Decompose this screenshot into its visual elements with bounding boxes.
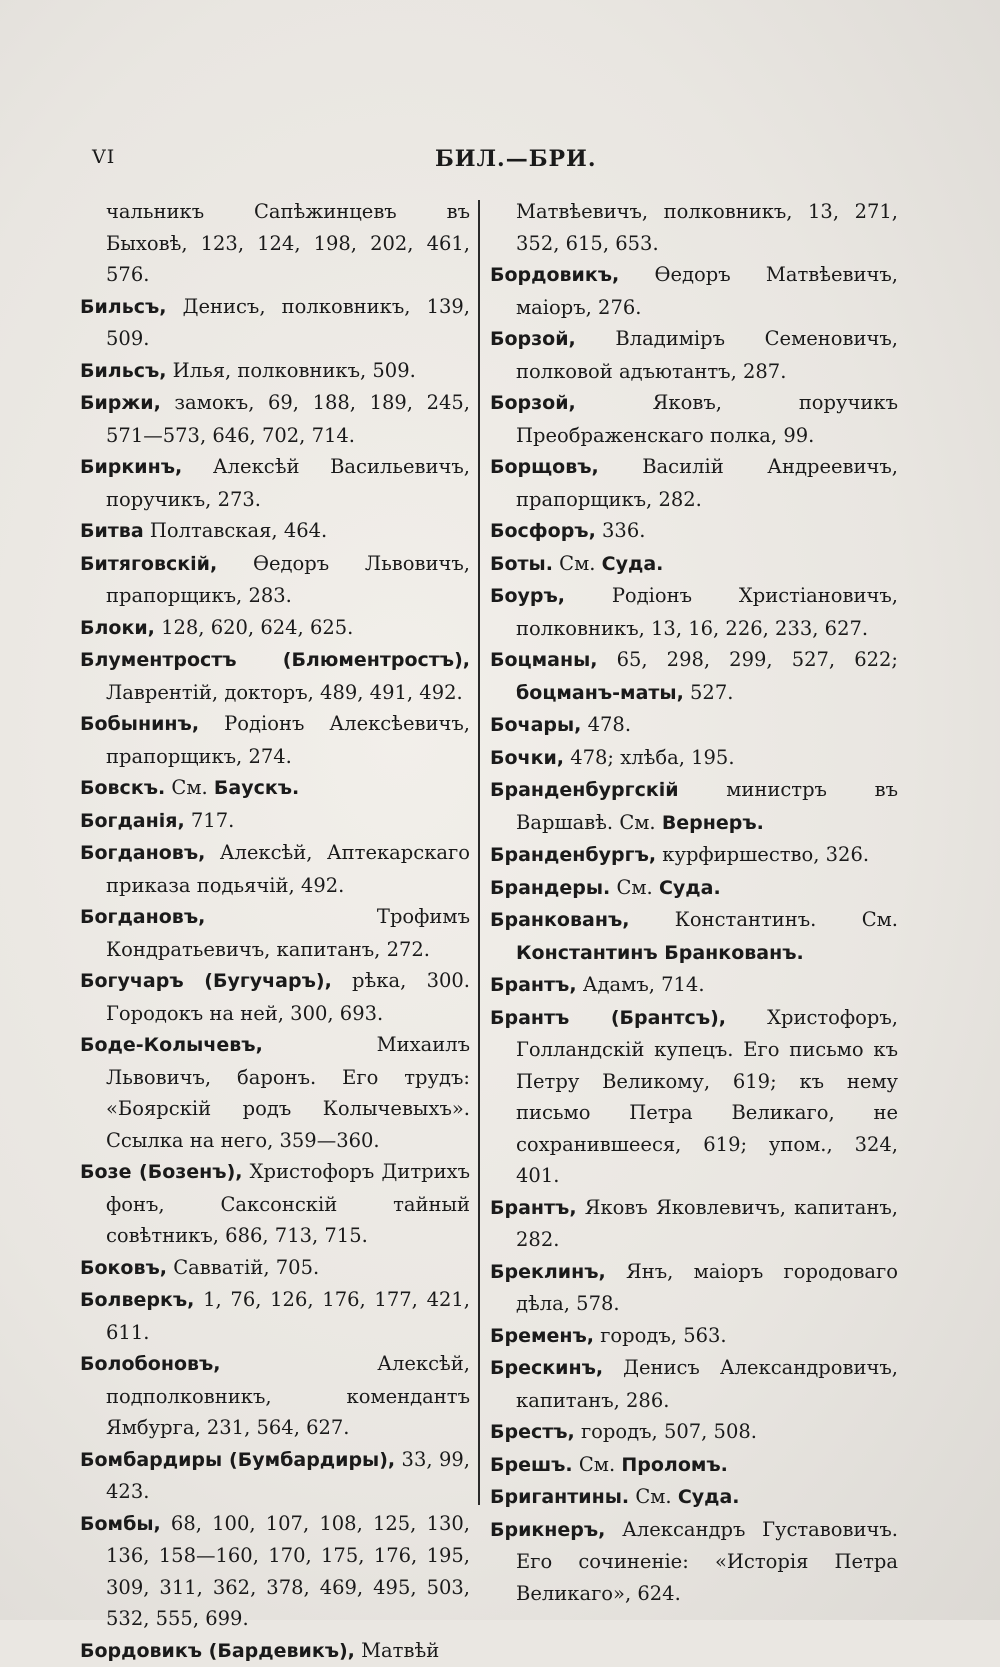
- entry-text: Илья, полковникъ, 509.: [166, 359, 415, 382]
- entry-headword: Бригантины.: [490, 1486, 629, 1508]
- entry-text: Өедоръ Матвѣевичъ, маіоръ, 276.: [516, 263, 898, 319]
- index-entry: [478, 580, 898, 644]
- entry-text: Матвѣевичъ, полковникъ, 13, 271, 352, 615, 653.: [516, 200, 898, 255]
- index-entry: [478, 259, 898, 323]
- entry-text: См.: [165, 776, 214, 799]
- entry-crossref: Вернеръ.: [662, 812, 764, 834]
- entry-headword: Брешъ.: [490, 1454, 573, 1476]
- index-entry: [478, 323, 898, 387]
- entry-text: Алексѣй, Аптекарскаго приказа подьячій, 492.: [106, 841, 470, 897]
- entry-headword: Боковъ,: [80, 1257, 167, 1279]
- entry-headword: Блументростъ (Блюментростъ),: [80, 649, 470, 671]
- page-number: VI: [92, 146, 115, 168]
- entry-headword: Боуръ,: [490, 585, 565, 607]
- index-entry: [478, 387, 898, 451]
- entry-headword: Богданія,: [80, 810, 185, 832]
- index-entry: [80, 805, 478, 838]
- entry-headword: Боде-Колычевъ,: [80, 1034, 263, 1056]
- entry-text: курфиршество, 326.: [656, 843, 869, 866]
- entry-headword: Бранденбургскій: [490, 779, 679, 801]
- index-entry: [80, 1252, 478, 1285]
- index-entry: [80, 1635, 478, 1667]
- index-entry: [80, 355, 478, 388]
- entry-headword: Болверкъ,: [80, 1289, 194, 1311]
- index-entry: [478, 644, 898, 709]
- entry-headword: Бордовикъ (Бардевикъ),: [80, 1640, 355, 1662]
- entry-text: Матвѣй: [355, 1639, 439, 1662]
- index-entry: [478, 548, 898, 581]
- entry-text: Родіонъ Христіановичъ, полковникъ, 13, 16, 226, 233, 627.: [516, 584, 898, 640]
- index-entry: [478, 1002, 898, 1192]
- entry-headword: Босфоръ,: [490, 520, 596, 542]
- page-header: [0, 146, 1000, 176]
- running-title: БИЛ.—БРИ.: [435, 146, 597, 172]
- index-entry: [478, 969, 898, 1002]
- index-entry: [80, 965, 478, 1029]
- entry-crossref: Суда.: [678, 1486, 740, 1508]
- entry-headword: Борзой,: [490, 328, 576, 350]
- entry-headword: Богучаръ (Бугучаръ),: [80, 970, 332, 992]
- entry-headword: Бранкованъ,: [490, 909, 629, 931]
- entry-headword: Бордовикъ,: [490, 264, 619, 286]
- entry-headword: Бочары,: [490, 714, 581, 736]
- entry-text: Денисъ Александровичъ, капитанъ, 286.: [516, 1356, 898, 1412]
- entry-headword: Бозе (Бозенъ),: [80, 1161, 242, 1183]
- entry-headword: Блоки,: [80, 617, 155, 639]
- index-entry: [478, 1514, 898, 1610]
- index-entry: [80, 291, 478, 355]
- entry-headword: Боты.: [490, 553, 553, 575]
- index-entry: [80, 1029, 478, 1156]
- index-entry: [478, 1481, 898, 1514]
- index-entry: [80, 644, 478, 708]
- entry-headword: Борщовъ,: [490, 456, 599, 478]
- entry-headword: Брантъ (Брантсъ),: [490, 1007, 726, 1029]
- entry-headword: Брантъ,: [490, 974, 577, 996]
- entry-crossref: Баускъ.: [214, 777, 299, 799]
- entry-headword: Бранденбургъ,: [490, 844, 656, 866]
- index-entry: [80, 901, 478, 965]
- entry-headword: Болобоновъ,: [80, 1353, 221, 1375]
- entry-headword: Брандеры.: [490, 877, 610, 899]
- entry-headword: Брестъ,: [490, 1421, 575, 1443]
- entry-text: чальникъ Сапѣжинцевъ въ Быховѣ, 123, 124, 198, 202, 461, 576.: [106, 200, 470, 286]
- entry-headword: Биржи,: [80, 392, 161, 414]
- index-entry: [478, 774, 898, 839]
- entry-headword: Бобынинъ,: [80, 713, 199, 735]
- index-entry: [80, 387, 478, 451]
- index-entry: [80, 837, 478, 901]
- index-entry: [478, 196, 898, 259]
- index-entry: [478, 872, 898, 905]
- index-entry: [80, 515, 478, 548]
- index-entry: [478, 1192, 898, 1256]
- entry-crossref: Проломъ.: [621, 1454, 728, 1476]
- index-entry: [80, 1284, 478, 1348]
- entry-crossref: Константинъ Бранкованъ.: [516, 942, 804, 964]
- entry-text: 336.: [596, 519, 646, 542]
- entry-text: Адамъ, 714.: [577, 973, 705, 996]
- left-column: [80, 196, 478, 1667]
- entry-headword: Бомбы,: [80, 1513, 161, 1535]
- entry-text: 478; хлѣба, 195.: [564, 746, 735, 769]
- index-entry: [478, 1449, 898, 1482]
- entry-text: Константинъ. См.: [629, 908, 898, 931]
- entry-headword: Бочки,: [490, 747, 564, 769]
- index-entry: [80, 1348, 478, 1444]
- entry-headword: Биркинъ,: [80, 456, 182, 478]
- entry-text: городъ, 507, 508.: [575, 1420, 757, 1443]
- entry-text: Христофоръ, Голландскій купецъ. Его письмо къ Петру Великому, 619; къ нему письмо Петра Великаго, не сохранившееся, 619; упом., 324, 401.: [516, 1006, 898, 1188]
- entry-text: Алексѣй, подполковникъ, комендантъ Ямбурга, 231, 564, 627.: [106, 1352, 470, 1439]
- entry-text: Савватій, 705.: [167, 1256, 319, 1279]
- index-entry: [478, 515, 898, 548]
- entry-text: Өедоръ Львовичъ, прапорщикъ, 283.: [106, 552, 470, 608]
- index-entry: [80, 612, 478, 645]
- entry-text: Христофоръ Дитрихъ фонъ, Саксонскій тайный совѣтникъ, 686, 713, 715.: [106, 1160, 470, 1247]
- entry-headword: Бильсъ,: [80, 360, 166, 382]
- index-entry: [478, 1416, 898, 1449]
- entry-text: 128, 620, 624, 625.: [155, 616, 353, 639]
- entry-text: 33, 99, 423.: [106, 1448, 470, 1504]
- entry-text: См.: [610, 876, 659, 899]
- index-entry: [80, 1156, 478, 1252]
- entry-text: Денисъ, полковникъ, 139, 509.: [106, 295, 470, 351]
- index-entry: [80, 451, 478, 515]
- entry-text: Владиміръ Семеновичъ, полковой адъютантъ, 287.: [516, 327, 898, 383]
- index-entry: [478, 709, 898, 742]
- index-entry: [478, 1256, 898, 1320]
- index-entry: [80, 772, 478, 805]
- entry-headword: Брикнеръ,: [490, 1519, 605, 1541]
- entry-text: Алексѣй Васильевичъ, поручикъ, 273.: [106, 455, 470, 511]
- entry-text: 1, 76, 126, 176, 177, 421, 611.: [106, 1288, 470, 1344]
- index-entry: [478, 1352, 898, 1416]
- entry-text: Василій Андреевичъ, прапорщикъ, 282.: [516, 455, 898, 511]
- entry-text: Трофимъ Кондратьевичъ, капитанъ, 272.: [106, 905, 470, 961]
- index-entry: [80, 196, 478, 291]
- entry-text: министръ въ Варшавѣ. См.: [516, 778, 898, 834]
- entry-text: Лаврентій, докторъ, 489, 491, 492.: [106, 681, 463, 704]
- entry-text: 65, 298, 299, 527, 622;: [598, 648, 899, 671]
- entry-headword: Битяговскій,: [80, 553, 217, 575]
- index-entry: [478, 742, 898, 775]
- entry-headword: Брантъ,: [490, 1197, 577, 1219]
- entry-headword: Брескинъ,: [490, 1357, 603, 1379]
- index-entry: [478, 451, 898, 515]
- index-entry: [478, 904, 898, 969]
- entry-text: Полтавская, 464.: [144, 519, 328, 542]
- entry-crossref: Суда.: [602, 553, 664, 575]
- entry-text: 68, 100, 107, 108, 125, 130, 136, 158—160, 170, 175, 176, 195, 309, 311, 362, 378, 469, 495, 503, 532, 555, 699.: [106, 1512, 470, 1631]
- index-entry: [478, 839, 898, 872]
- index-entry: [80, 1508, 478, 1635]
- entry-headword: Битва: [80, 520, 144, 542]
- index-entry: [80, 708, 478, 772]
- entry-text: Александръ Густавовичъ. Его сочиненіе: «Исторія Петра Великаго», 624.: [516, 1518, 898, 1605]
- entry-headword: Бовскъ.: [80, 777, 165, 799]
- entry-headword: Бильсъ,: [80, 296, 166, 318]
- index-entry: [478, 1320, 898, 1353]
- entry-text: См.: [629, 1485, 678, 1508]
- entry-crossref: боцманъ-маты,: [516, 682, 684, 704]
- entry-text: 717.: [185, 809, 235, 832]
- entry-headword: Богдановъ,: [80, 842, 205, 864]
- entry-headword: Бреклинъ,: [490, 1261, 606, 1283]
- entry-text: Михаилъ Львовичъ, баронъ. Его трудъ: «Боярскій родъ Колычевыхъ». Ссылка на него, 359—360.: [106, 1033, 470, 1152]
- entry-headword: Бременъ,: [490, 1325, 594, 1347]
- entry-text: Яковъ, поручикъ Преображенскаго полка, 99.: [516, 391, 898, 447]
- entry-headword: Богдановъ,: [80, 906, 205, 928]
- entry-text: замокъ, 69, 188, 189, 245, 571—573, 646, 702, 714.: [106, 391, 470, 447]
- entry-text: См.: [573, 1453, 622, 1476]
- entry-text-after: 527.: [684, 681, 734, 704]
- right-column: [478, 196, 898, 1609]
- entry-headword: Борзой,: [490, 392, 576, 414]
- entry-text: Родіонъ Алексѣевичъ, прапорщикъ, 274.: [106, 712, 470, 768]
- entry-text: См.: [553, 552, 602, 575]
- entry-text: рѣка, 300. Городокъ на ней, 300, 693.: [106, 969, 470, 1025]
- index-entry: [80, 1444, 478, 1508]
- entry-headword: Бомбардиры (Бумбардиры),: [80, 1449, 395, 1471]
- entry-text: Яковъ Яковлевичъ, капитанъ, 282.: [516, 1196, 898, 1252]
- entry-headword: Боцманы,: [490, 649, 598, 671]
- entry-text: городъ, 563.: [594, 1324, 727, 1347]
- entry-text: Янъ, маіоръ городоваго дѣла, 578.: [516, 1260, 898, 1316]
- index-entry: [80, 548, 478, 612]
- entry-text: 478.: [581, 713, 631, 736]
- entry-crossref: Суда.: [659, 877, 721, 899]
